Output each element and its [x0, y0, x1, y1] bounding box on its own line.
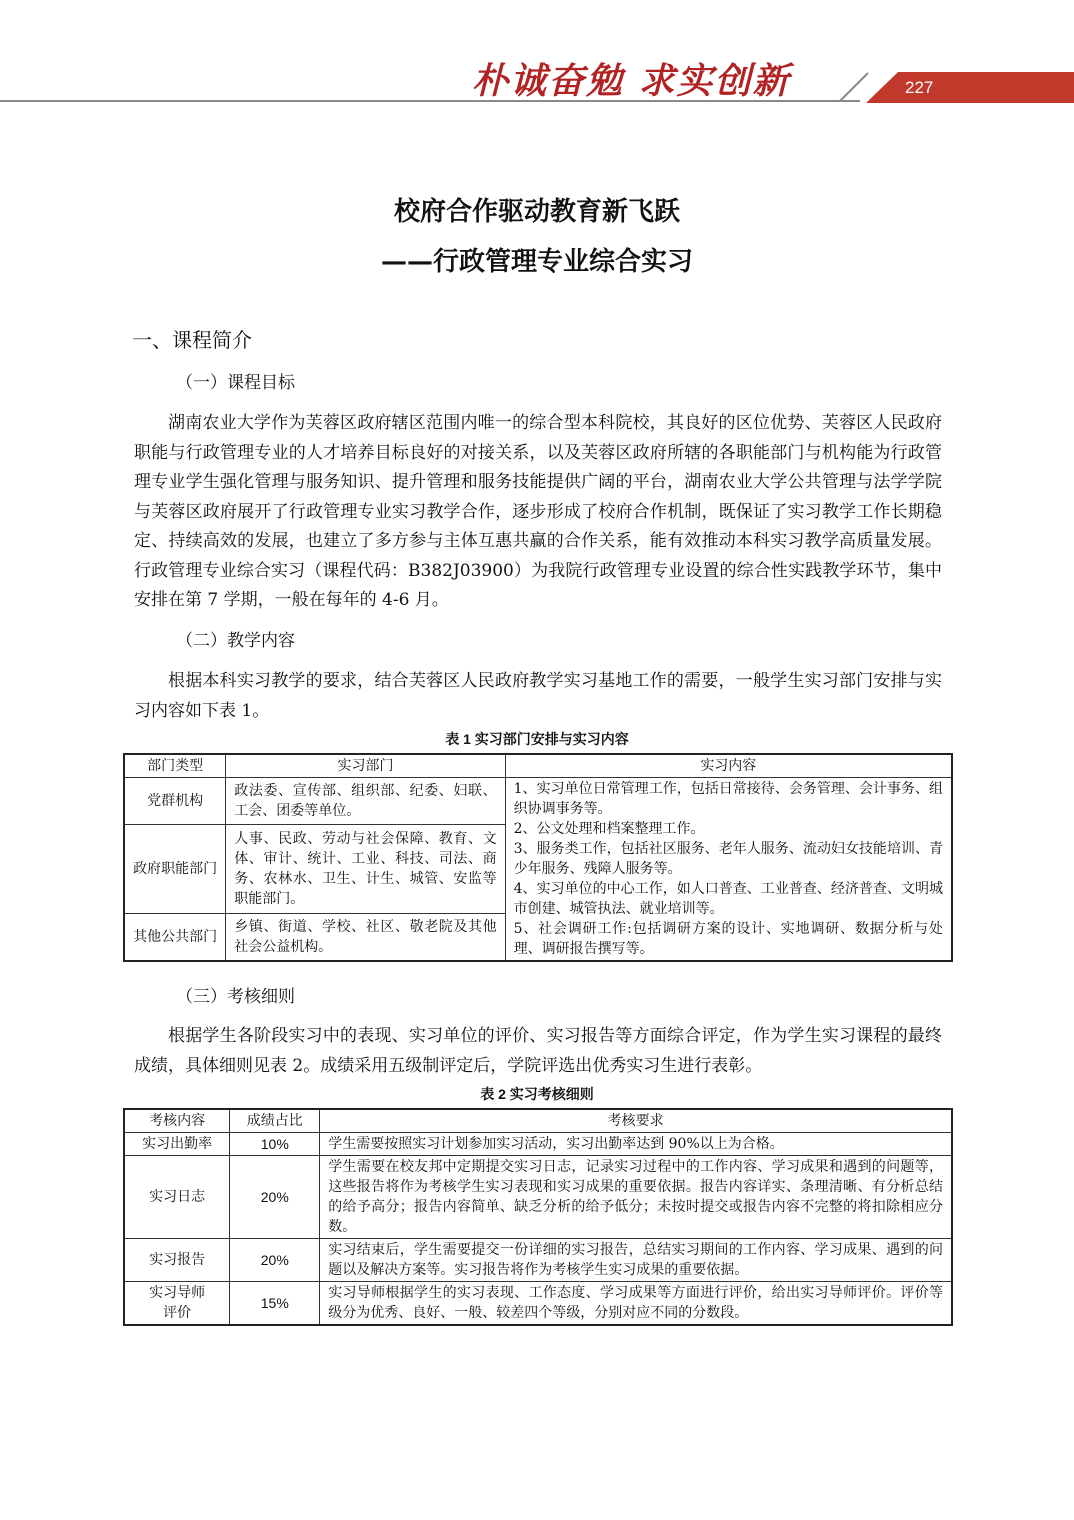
dept-type-cell: 党群机构: [124, 778, 226, 825]
dept-list-cell: 乡镇、街道、学校、社区、敬老院及其他社会公益机构。: [226, 914, 505, 961]
assessment-item-cell: 实习日志: [124, 1156, 230, 1239]
requirement-cell: 学生需要按照实习计划参加实习活动，实习出勤率达到 90%以上为合格。: [320, 1133, 952, 1156]
table2-caption: 表 2 实习考核细则: [480, 1086, 594, 1102]
paragraph-assessment: 根据学生各阶段实习中的表现、实习单位的评价、实习报告等方面综合评定，作为学生实习课程的最终成绩，具体细则见表 2。成绩采用五级制评定后，学院评选出优秀实习生进行表彰。: [134, 1026, 942, 1076]
table-header-row: [124, 754, 952, 778]
table-row: [124, 778, 952, 825]
content-item: 3、服务类工作，包括社区服务、老年人服务、流动妇女技能培训、青少年服务、残障人服务等。: [513, 841, 943, 877]
content-item: 4、实习单位的中心工作，如人口普查、工业普查、经济普查、文明城市创建、城管执法、就业培训等。: [513, 881, 943, 917]
table-row: [124, 1156, 952, 1239]
requirement-cell: 实习导师根据学生的实习表现、工作态度、学习成果等方面进行评价，给出实习导师评价。评价等级分为优秀、良好、一般、较差四个等级，分别对应不同的分数段。: [320, 1282, 952, 1326]
table-header-cell: 考核内容: [124, 1109, 230, 1133]
dept-list-cell: 政法委、宣传部、组织部、纪委、妇联、工会、团委等单位。: [226, 778, 505, 825]
internship-content-cell: [505, 778, 952, 962]
paragraph-content: 根据本科实习教学的要求，结合芙蓉区人民政府教学实习基地工作的需要，一般学生实习部门安排与实习内容如下表 1。: [134, 671, 942, 721]
header-slash-decoration: [838, 72, 872, 102]
content-item: 2、公文处理和档案整理工作。: [513, 821, 705, 837]
requirement-cell: 学生需要在校友邦中定期提交实习日志，记录实习过程中的工作内容、学习成果和遇到的问题等，这些报告将作为考核学生实习表现和实习成果的重要依据。报告内容详实、条理清晰、有分析总结的给予高分；报告内容简单、缺乏分析的给予低分；未按时提交或报告内容不完整的将扣除相应分数。: [320, 1156, 952, 1239]
page-number-tab: [866, 72, 1074, 103]
table-row: [124, 1282, 952, 1326]
percentage-cell: 20%: [230, 1156, 320, 1239]
content-item: 1、实习单位日常管理工作，包括日常接待、会务管理、会计事务、组织协调事务等。: [513, 781, 943, 817]
table2-assessment-rules: [123, 1108, 953, 1326]
document-title: 校府合作驱动教育新飞跃: [393, 197, 680, 227]
requirement-cell: 实习结束后，学生需要提交一份详细的实习报告，总结实习期间的工作内容、学习成果、遇到的问题以及解决方案等。实习报告将作为考核学生实习成果的重要依据。: [320, 1239, 952, 1282]
content-item: 5、社会调研工作:包括调研方案的设计、实地调研、数据分析与处理、调研报告撰写等。: [513, 921, 943, 957]
table-header-cell: 成绩占比: [230, 1109, 320, 1133]
table-row: [124, 1239, 952, 1282]
percentage-cell: 10%: [230, 1133, 320, 1156]
assessment-item-cell: 实习出勤率: [124, 1133, 230, 1156]
table-header-cell: 部门类型: [124, 754, 226, 778]
paragraph-goals: 湖南农业大学作为芙蓉区政府辖区范围内唯一的综合型本科院校，其良好的区位优势、芙蓉区人民政府职能与行政管理专业的人才培养目标良好的对接关系，以及芙蓉区政府所辖的各职能部门与机构能为行政管理专业学生强化管理与服务知识、提升管理和服务技能提供广阔的平台，湖南农业大学公共管理与法学学院与芙蓉区政府展开了行政管理专业实习教学合作，逐步形成了校府合作机制，既保证了实习教学工作长期稳定、持续高效的发展，也建立了多方参与主体互惠共赢的合作关系，能有效推动本科实习教学高质量发展。行政管理专业综合实习（课程代码：B382J03900）为我院行政管理专业设置的综合性实践教学环节，集中安排在第 7 学期，一般在每年的 4-6 月。: [134, 413, 942, 610]
subsection-heading-goals: （一）课程目标: [176, 373, 295, 392]
table-header-cell: 实习部门: [226, 754, 505, 778]
subsection-heading-content: （二）教学内容: [176, 631, 295, 650]
percentage-cell: 15%: [230, 1282, 320, 1326]
table-header-cell: 考核要求: [320, 1109, 952, 1133]
dept-type-cell: 其他公共部门: [124, 914, 226, 961]
document-subtitle: ——行政管理专业综合实习: [380, 247, 693, 277]
assessment-item-cell: 实习报告: [124, 1239, 230, 1282]
table1-department-arrangement: [123, 753, 953, 962]
assessment-item-cell: 实习导师评价: [124, 1282, 230, 1326]
table1-caption: 表 1 实习部门安排与实习内容: [445, 731, 629, 747]
table-header-cell: 实习内容: [505, 754, 952, 778]
page-number: 227: [905, 78, 934, 97]
header-slogan: 朴诚奋勉 求实创新: [472, 60, 791, 102]
table-header-row: [124, 1109, 952, 1133]
percentage-cell: 20%: [230, 1239, 320, 1282]
dept-type-cell: 政府职能部门: [124, 824, 226, 914]
table-row: [124, 1133, 952, 1156]
section-heading: 一、课程简介: [132, 330, 252, 352]
dept-list-cell: 人事、民政、劳动与社会保障、教育、文体、审计、统计、工业、科技、司法、商务、农林水、卫生、计生、城管、安监等职能部门。: [226, 824, 505, 914]
subsection-heading-assessment: （三）考核细则: [176, 987, 295, 1006]
